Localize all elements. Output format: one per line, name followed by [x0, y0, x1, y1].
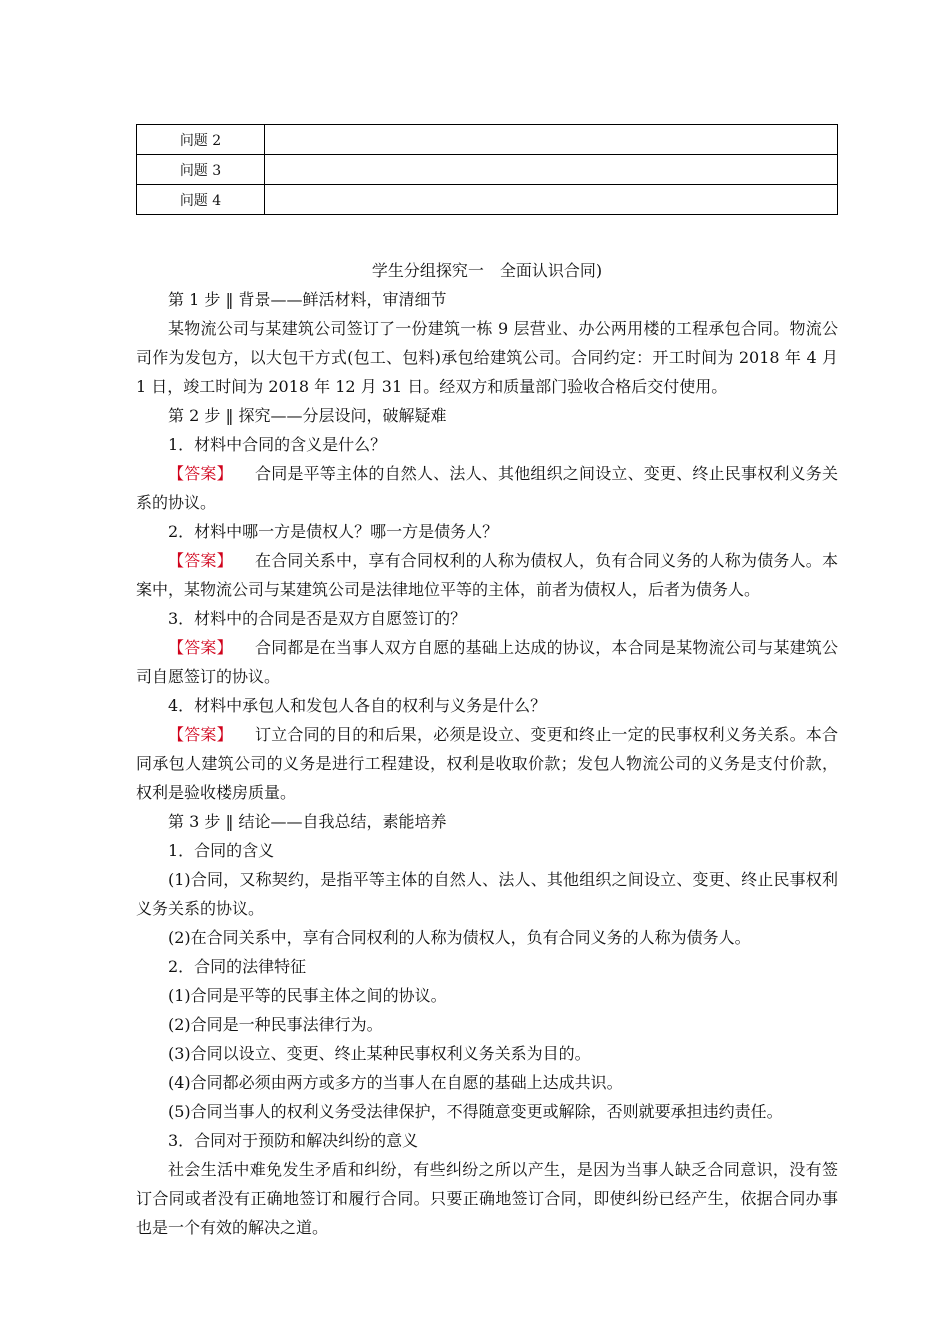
answer-text: 订立合同的目的和后果，必须是设立、变更和终止一定的民事权利义务关系。本合同承包人建筑公司的义务是进行工程建设，权利是收取价款；发包人物流公司的义务是支付价款，权利是验收楼房质量。 — [136, 725, 838, 802]
question-table — [136, 124, 838, 215]
answer-text: 在合同关系中，享有合同权利的人称为债权人，负有合同义务的人称为债务人。本案中，某物流公司与某建筑公司是法律地位平等的主体，前者为债权人，后者为债务人。 — [136, 551, 838, 599]
answer-cell — [265, 155, 838, 185]
answer-4 — [136, 720, 838, 807]
conclusion-3-title: 3．合同对于预防和解决纠纷的意义 — [168, 1131, 419, 1150]
answer-cell — [265, 125, 838, 155]
conclusion-2-item: (5)合同当事人的权利义务受法律保护，不得随意变更或解除，否则就要承担违约责任。 — [168, 1102, 783, 1121]
material-paragraph: 某物流公司与某建筑公司签订了一份建筑一栋 9 层营业、办公两用楼的工程承包合同。物流公司作为发包方，以大包干方式(包工、包料)承包给建筑公司。合同约定：开工时间为 2018 年 4 月 1 日，竣工时间为 2018 年 12 月 31 日。经双方和质量部门验收合格后交付使用。 — [136, 319, 838, 396]
conclusion-2-item: (3)合同以设立、变更、终止某种民事权利义务关系为目的。 — [168, 1044, 591, 1063]
answer-tag: 【答案】 — [168, 638, 233, 657]
answer-tag: 【答案】 — [168, 551, 233, 570]
conclusion-1-title: 1．合同的含义 — [168, 841, 275, 860]
step-2-heading: 第 2 步 ‖ 探究——分层设问，破解疑难 — [168, 406, 447, 425]
table-row — [137, 155, 838, 185]
answer-text: 合同都是在当事人双方自愿的基础上达成的协议，本合同是某物流公司与某建筑公司自愿签订的协议。 — [136, 638, 838, 686]
conclusion-2-item: (1)合同是平等的民事主体之间的协议。 — [168, 986, 447, 1005]
question-4: 4．材料中承包人和发包人各自的权利与义务是什么？ — [168, 696, 547, 715]
table-row — [137, 185, 838, 215]
table-row — [137, 125, 838, 155]
conclusion-1-item: (1)合同，又称契约，是指平等主体的自然人、法人、其他组织之间设立、变更、终止民事权利义务关系的协议。 — [136, 870, 838, 918]
question-label: 问题 4 — [137, 185, 265, 215]
answer-3 — [136, 633, 838, 691]
conclusion-3-text: 社会生活中难免发生矛盾和纠纷，有些纠纷之所以产生，是因为当事人缺乏合同意识，没有签订合同或者没有正确地签订和履行合同。只要正确地签订合同，即使纠纷已经产生，依据合同办事也是一个有效的解决之道。 — [136, 1160, 838, 1237]
conclusion-2-item: (2)合同是一种民事法律行为。 — [168, 1015, 383, 1034]
question-label: 问题 3 — [137, 155, 265, 185]
question-3: 3．材料中的合同是否是双方自愿签订的？ — [168, 609, 467, 628]
question-2: 2．材料中哪一方是债权人？哪一方是债务人？ — [168, 522, 499, 541]
question-label: 问题 2 — [137, 125, 265, 155]
question-1: 1．材料中合同的含义是什么？ — [168, 435, 387, 454]
answer-cell — [265, 185, 838, 215]
conclusion-1-item: (2)在合同关系中，享有合同权利的人称为债权人，负有合同义务的人称为债务人。 — [168, 928, 751, 947]
answer-tag: 【答案】 — [168, 725, 233, 744]
answer-text: 合同是平等主体的自然人、法人、其他组织之间设立、变更、终止民事权利义务关系的协议。 — [136, 464, 838, 512]
section-title: 学生分组探究一 全面认识合同) — [371, 261, 603, 280]
answer-tag: 【答案】 — [168, 464, 233, 483]
conclusion-2-item: (4)合同都必须由两方或多方的当事人在自愿的基础上达成共识。 — [168, 1073, 623, 1092]
conclusion-2-title: 2．合同的法律特征 — [168, 957, 307, 976]
step-3-heading: 第 3 步 ‖ 结论——自我总结，素能培养 — [168, 812, 447, 831]
answer-2 — [136, 546, 838, 604]
main-content — [136, 256, 838, 1242]
answer-1 — [136, 459, 838, 517]
step-1-heading: 第 1 步 ‖ 背景——鲜活材料，审清细节 — [168, 290, 447, 309]
